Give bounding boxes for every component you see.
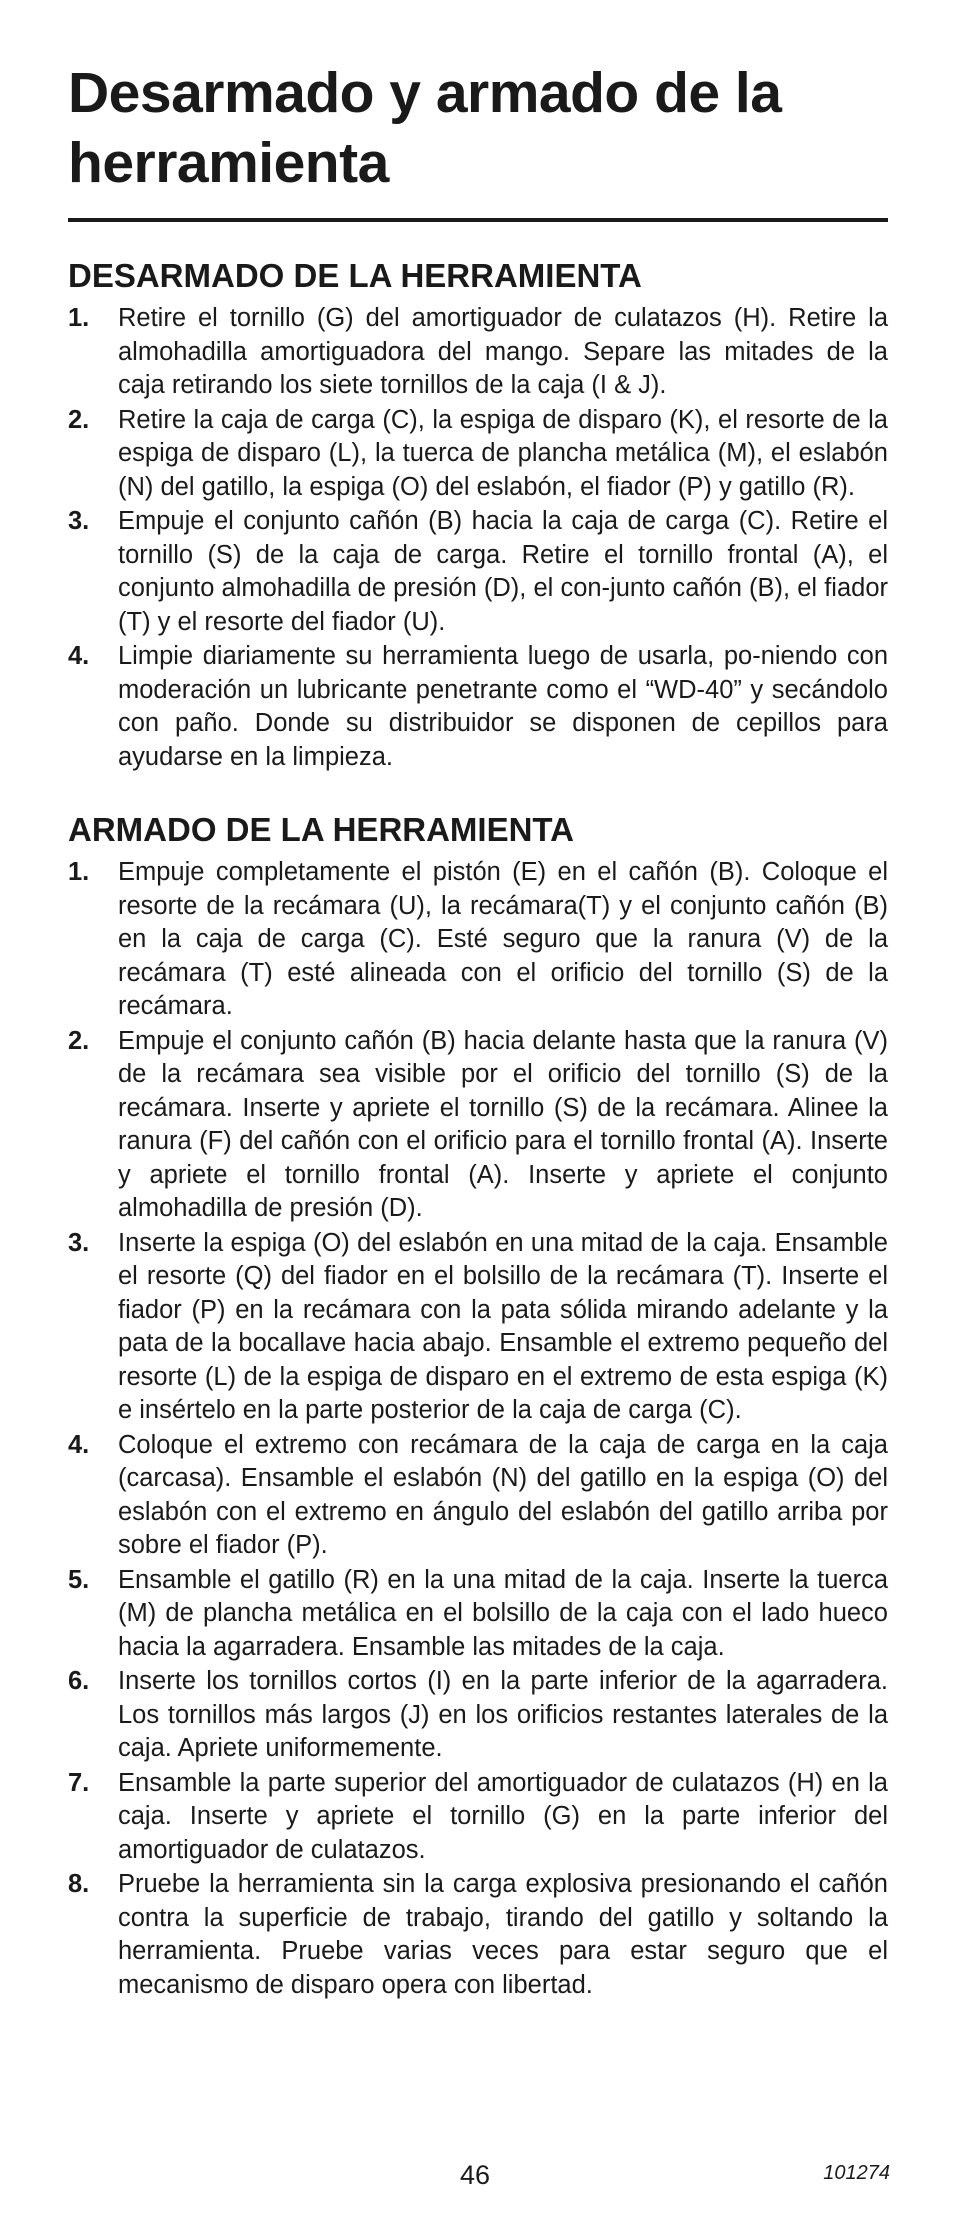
step-text: Limpie diariamente su herramienta luego de usarla, po-niendo con moderación un lubricante penetrante como el “WD-40” y secándolo con paño. Donde su distribuidor se disponen de cepillos para ayudarse en la limpieza. xyxy=(118,642,888,771)
step-text: Retire el tornillo (G) del amortiguador de culatazos (H). Retire la almohadilla amortiguadora del mango. Separe las mitades de la caja retirando los siete tornillos de la caja (I & J). xyxy=(118,304,888,399)
disassembly-steps xyxy=(68,302,888,775)
step-text: Ensamble el gatillo (R) en la una mitad de la caja. Inserte la tuerca (M) de plancha metálica en el bolsillo de la caja con el lado hueco hacia la agarradera. Ensamble las mitades de la caja. xyxy=(118,1565,888,1661)
step-number: 3. xyxy=(68,507,90,535)
assembly-steps xyxy=(68,856,888,2003)
step-text: Inserte los tornillos cortos (I) en la parte inferior de la agarradera. Los tornillos más largos (J) en los orificios restantes laterales de la caja. Apriete uniformemente. xyxy=(118,1667,888,1762)
step-text: Empuje completamente el pistón (E) en el cañón (B). Coloque el resorte de la recámara (U), la recámara(T) y el conjunto cañón (B) en la caja de carga (C). Esté seguro que la ranura (V) de la recámara (T) esté alineada con el orificio del tornillo (S) de la recámara. xyxy=(118,858,888,1020)
step-number: 2. xyxy=(68,1026,90,1055)
step-text: Pruebe la herramienta sin la carga explosiva presionando el cañón contra la superficie de trabajo, tirando del gatillo y soltando la herramienta. Pruebe varias veces para estar seguro que el mecanismo de disparo opera con libertad. xyxy=(118,1870,888,1999)
step-text: Empuje el conjunto cañón (B) hacia la caja de carga (C). Retire el tornillo (S) de la caja de carga. Retire el tornillo frontal (A), el conjunto almohadilla de presión (D), el con-junto cañón (B), el fiador (T) y el resorte del fiador (U). xyxy=(118,507,888,636)
list-item xyxy=(68,1665,888,1766)
list-item xyxy=(68,302,888,403)
section-heading-desarmado: DESARMADO DE LA HERRAMIENTA xyxy=(68,257,642,294)
list-item xyxy=(68,1227,888,1428)
step-number: 6. xyxy=(68,1667,90,1695)
page-title: Desarmado y armado de la herramienta xyxy=(68,61,782,195)
step-number: 8. xyxy=(68,1870,90,1898)
step-number: 2. xyxy=(68,405,90,434)
step-text: Ensamble la parte superior del amortiguador de culatazos (H) en la caja. Inserte y apriete el tornillo (G) en la parte inferior del amortiguador de culatazos. xyxy=(118,1768,888,1864)
step-number: 3. xyxy=(68,1228,90,1257)
list-item xyxy=(68,1025,888,1226)
list-item xyxy=(68,856,888,1024)
list-item xyxy=(68,1564,888,1665)
list-item xyxy=(68,1429,888,1563)
list-item xyxy=(68,1868,888,2002)
step-number: 5. xyxy=(68,1565,90,1594)
title-divider xyxy=(68,218,888,222)
step-number: 1. xyxy=(68,858,90,886)
document-code: 101274 xyxy=(823,2162,890,2184)
step-text: Empuje el conjunto cañón (B) hacia delante hasta que la ranura (V) de la recámara sea visible por el orificio del tornillo (S) de la recámara. Inserte y apriete el tornillo (S) de la recámara. Alinee la ranura (F) del cañón con el orificio para el tornillo frontal (A). Inserte y apriete el tornillo frontal (A). Inserte y apriete el conjunto almohadilla de presión (D). xyxy=(118,1026,888,1222)
page-number: 46 xyxy=(459,2160,491,2190)
list-item xyxy=(68,640,888,774)
step-number: 4. xyxy=(68,1430,90,1459)
step-number: 7. xyxy=(68,1768,90,1797)
step-text: Inserte la espiga (O) del eslabón en una mitad de la caja. Ensamble el resorte (Q) del fiador en el bolsillo de la recámara (T). Inserte el fiador (P) en la recámara con la pata sólida mirando adelante y la pata de la bocallave hacia abajo. Ensamble el extremo pequeño del resorte (L) de la espiga de disparo en el extremo de esta espiga (K) e insértelo en la parte posterior de la caja de carga (C). xyxy=(118,1228,888,1424)
list-item xyxy=(68,404,888,505)
step-number: 4. xyxy=(68,642,90,670)
section-heading-armado: ARMADO DE LA HERRAMIENTA xyxy=(68,811,574,848)
list-item xyxy=(68,505,888,639)
step-text: Coloque el extremo con recámara de la caja de carga en la caja (carcasa). Ensamble el eslabón (N) del gatillo en la espiga (O) del eslabón con el extremo en ángulo del eslabón del gatillo arriba por sobre el fiador (P). xyxy=(118,1430,888,1559)
step-text: Retire la caja de carga (C), la espiga de disparo (K), el resorte de la espiga de disparo (L), la tuerca de plancha metálica (M), el eslabón (N) del gatillo, la espiga (O) del eslabón, el fiador (P) y gatillo (R). xyxy=(118,405,888,501)
list-item xyxy=(68,1767,888,1868)
step-number: 1. xyxy=(68,304,90,332)
